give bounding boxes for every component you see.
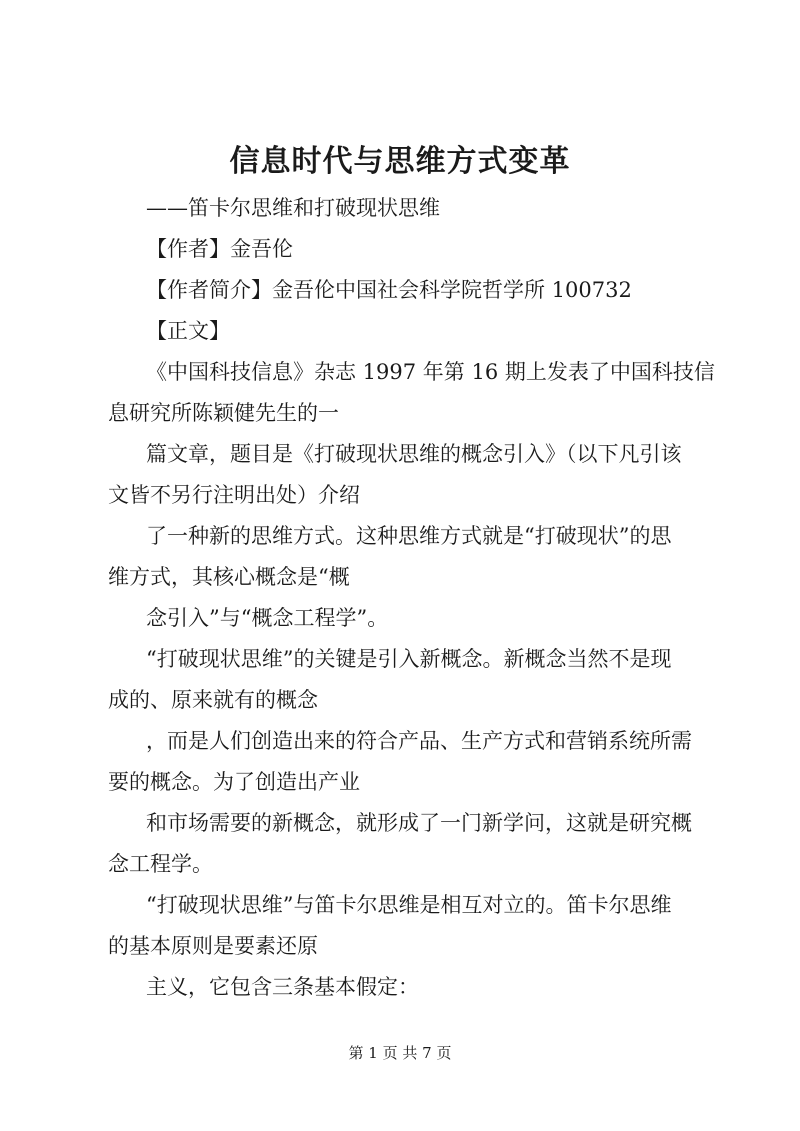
author-intro-line: 【作者简介】金吾伦中国社会科学院哲学所 100732 <box>146 278 632 302</box>
paragraph-line: 了一种新的思维方式。这种思维方式就是“打破现状”的思 <box>146 524 672 548</box>
paragraph-line: 和市场需要的新概念，就形成了一门新学问，这就是研究概 <box>146 811 692 835</box>
paragraph-line: 念引入”与“概念工程学”。 <box>146 606 389 630</box>
paragraph-line: ，而是人们创造出来的符合产品、生产方式和营销系统所需 <box>146 729 692 753</box>
paragraph-line: 主义，它包含三条基本假定： <box>146 975 419 999</box>
body-label: 【正文】 <box>146 319 230 343</box>
document-title: 信息时代与思维方式变革 <box>229 144 571 179</box>
paragraph-line: 要的概念。为了创造出产业 <box>108 770 360 794</box>
author-line: 【作者】金吾伦 <box>146 237 293 261</box>
page-number: 第 1 页 共 7 页 <box>348 1044 452 1062</box>
paragraph-line: 念工程学。 <box>108 852 213 876</box>
subtitle: ——笛卡尔思维和打破现状思维 <box>146 196 440 220</box>
paragraph-line: 的基本原则是要素还原 <box>108 934 318 958</box>
paragraph-line: 文皆不另行注明出处）介绍 <box>108 483 360 507</box>
document-body <box>108 188 715 1008</box>
paragraph-line: 篇文章，题目是《打破现状思维的概念引入》（以下凡引该 <box>146 442 682 466</box>
paragraph-line: 维方式，其核心概念是“概 <box>108 565 350 589</box>
paragraph-line: “打破现状思维”与笛卡尔思维是相互对立的。笛卡尔思维 <box>146 893 672 917</box>
paragraph-line: 《中国科技信息》杂志 1997 年第 16 期上发表了中国科技信 <box>146 360 715 384</box>
paragraph-line: 息研究所陈颖健先生的一 <box>108 401 339 425</box>
paragraph-line: “打破现状思维”的关键是引入新概念。新概念当然不是现 <box>146 647 672 671</box>
paragraph-line: 成的、原来就有的概念 <box>108 688 318 712</box>
